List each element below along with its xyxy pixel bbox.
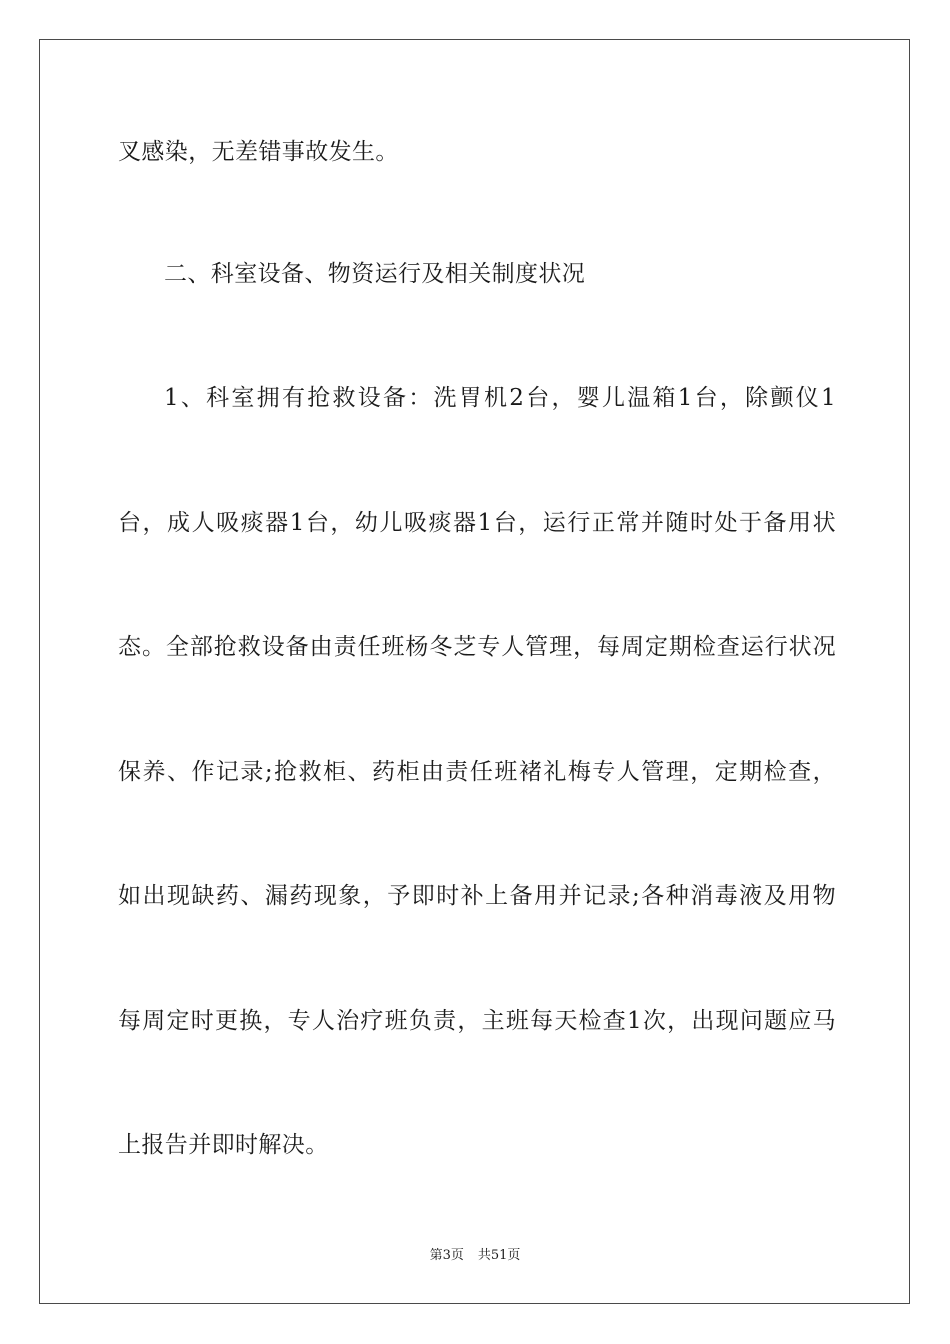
text-line-7: 如出现缺药、漏药现象，予即时补上备用并记录;各种消毒液及用物	[118, 883, 836, 909]
text-line-5: 态。全部抢救设备由责任班杨冬芝专人管理，每周定期检查运行状况	[118, 634, 836, 660]
text-line-9: 上报告并即时解决。	[118, 1132, 329, 1158]
text-line-1: 叉感染，无差错事故发生。	[118, 139, 399, 165]
page-number: 第3页	[429, 1248, 464, 1263]
text-line-6: 保养、作记录;抢救柜、药柜由责任班褚礼梅专人管理，定期检查，	[118, 759, 836, 785]
page-footer	[0, 1248, 950, 1264]
text-line-3: 1、科室拥有抢救设备：洗胃机2台，婴儿温箱1台，除颤仪1	[164, 385, 836, 411]
text-line-4: 台，成人吸痰器1台，幼儿吸痰器1台，运行正常并随时处于备用状	[118, 510, 836, 536]
page-border	[39, 39, 910, 1304]
section-heading: 二、科室设备、物资运行及相关制度状况	[164, 261, 586, 287]
page-total: 共51页	[477, 1248, 521, 1263]
text-line-8: 每周定时更换，专人治疗班负责，主班每天检查1次，出现问题应马	[118, 1008, 836, 1034]
